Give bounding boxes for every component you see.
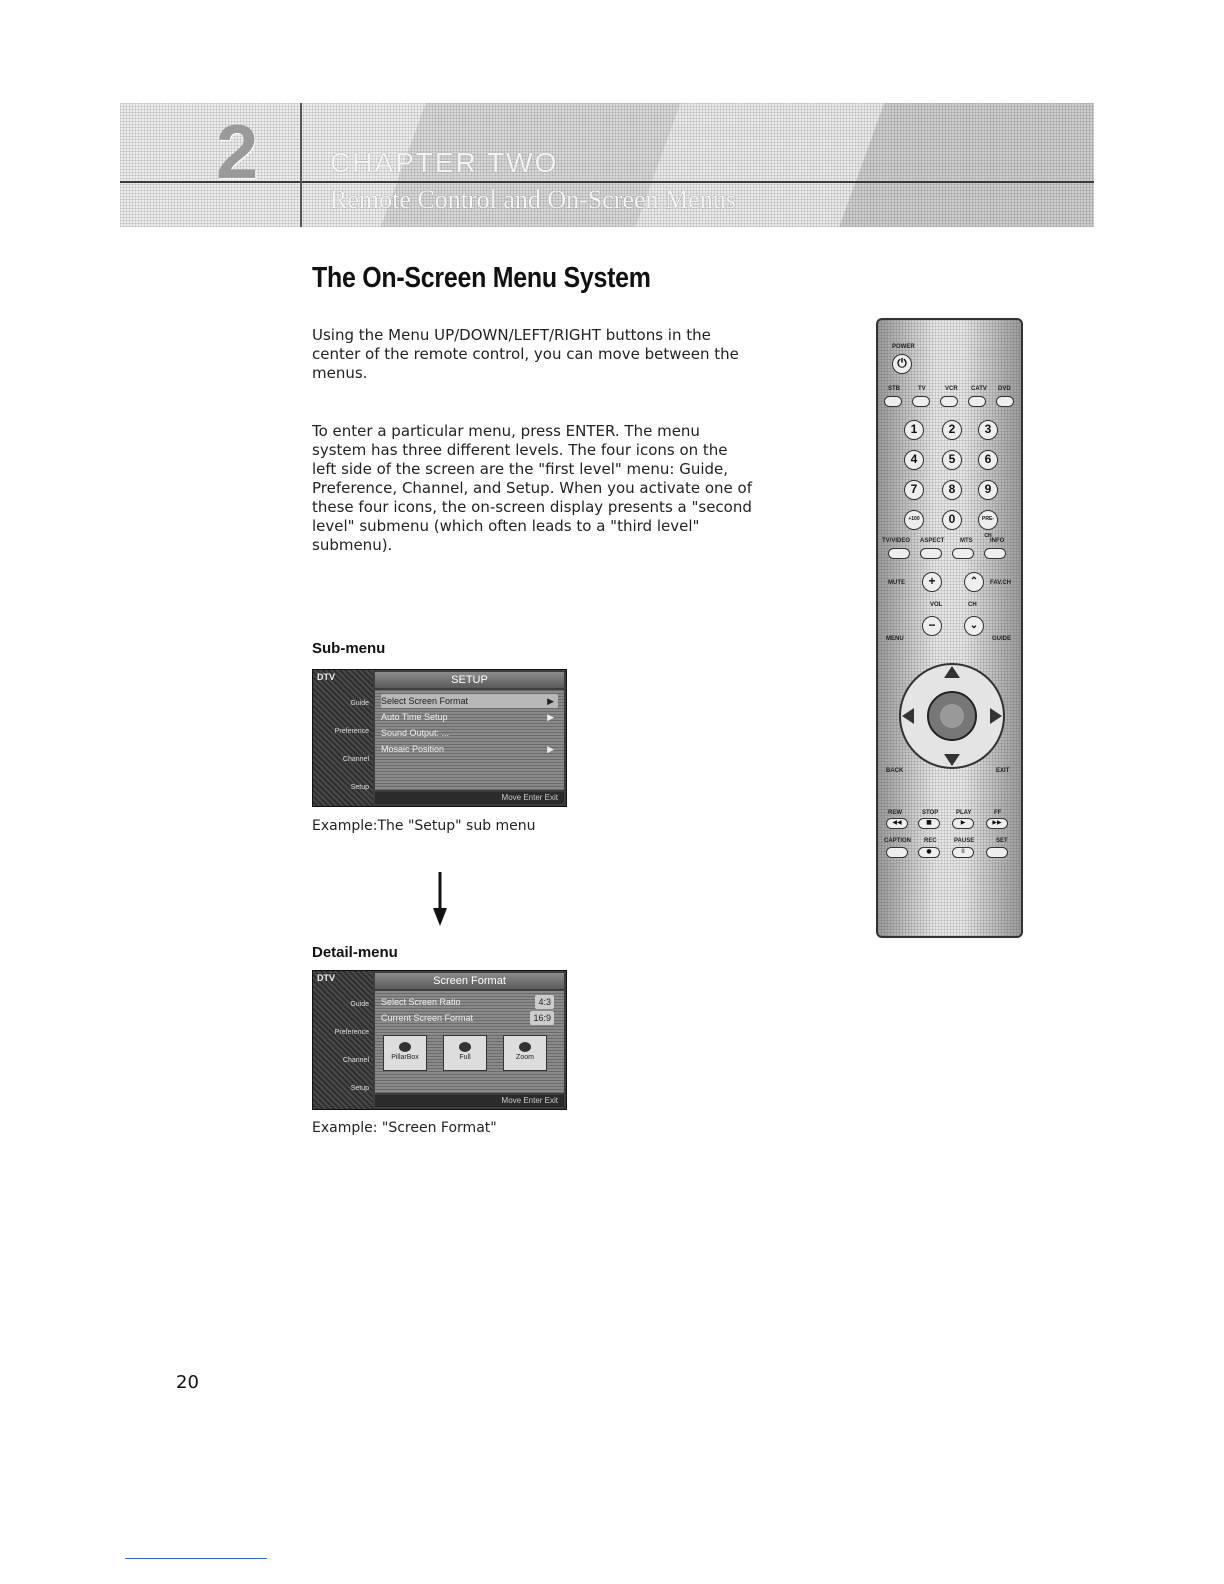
osd-row-label: Auto Time Setup	[381, 712, 448, 722]
osd-side-item: Channel	[342, 756, 369, 763]
digit-button: 0	[942, 510, 962, 530]
osd-title: SETUP	[375, 672, 564, 688]
favch-label: FAV.CH	[990, 580, 1012, 586]
osd-sidebar	[313, 971, 373, 1109]
osd-footer: Move Enter Exit	[375, 792, 564, 804]
osd-row-label: Mosaic Position	[381, 744, 445, 754]
digit-button: 7	[904, 480, 924, 500]
guide-label: GUIDE	[992, 636, 1012, 642]
digit-button: 3	[978, 420, 998, 440]
detailmenu-heading: Detail-menu	[312, 944, 398, 961]
osd-side-item: Preference	[334, 1029, 369, 1036]
transport-label: REW	[888, 810, 902, 816]
ff-button: ▶▶	[986, 818, 1008, 829]
source-label: TV	[918, 386, 926, 392]
back-label: BACK	[886, 768, 904, 774]
format-option-label: PillarBox	[391, 1054, 419, 1061]
osd-side-item: Channel	[342, 1057, 369, 1064]
ratio-value: 4:3	[535, 995, 554, 1009]
arrow-right-icon: ▶	[547, 744, 554, 754]
remote-control	[876, 318, 1023, 938]
prech-button: PRE-CH	[978, 510, 998, 530]
tv-screen-icon	[519, 1042, 531, 1052]
submenu-heading: Sub-menu	[312, 640, 386, 657]
transport-label: FF	[994, 810, 1002, 816]
rec-button: ●	[918, 847, 940, 858]
menu-label: MENU	[886, 636, 904, 642]
footer-rule	[125, 1558, 267, 1559]
aspect-button	[920, 548, 942, 559]
power-button: ⏻	[892, 354, 912, 374]
chapter-title: Remote Control and On-Screen Menus	[330, 185, 736, 214]
osd-body	[375, 690, 564, 790]
osd-body	[375, 991, 564, 1093]
digit-button: 6	[978, 450, 998, 470]
banner-divider	[300, 103, 302, 227]
detailmenu-screenshot	[312, 970, 567, 1110]
bottom-label: CAPTION	[884, 838, 911, 844]
osd-side-item: Guide	[350, 1001, 369, 1008]
vol-up-button: +	[922, 572, 942, 592]
osd-side-item: Setup	[350, 1085, 369, 1092]
osd-row	[381, 1011, 558, 1025]
transport-label: STOP	[922, 810, 939, 816]
osd-tag: DTV	[317, 973, 335, 983]
digit-button: 4	[904, 450, 924, 470]
exit-label: EXIT	[996, 768, 1010, 774]
bottom-label: SET	[996, 838, 1008, 844]
mute-label: MUTE	[888, 580, 905, 586]
arrow-right-icon: ▶	[547, 712, 554, 722]
vol-label: VOL	[930, 602, 943, 608]
osd-sidebar	[313, 670, 373, 806]
info-button	[984, 548, 1006, 559]
levels-paragraph: To enter a particular menu, press ENTER. The menu system has three different levels. The four icons on the left side of the screen are the "first level" menu: Guide, Preference, Channel, and Setup. When you activate one of these four icons, the on-screen display presents a "second level" submenu (which often leads to a "third level" submenu).	[312, 422, 752, 554]
osd-row	[381, 742, 558, 756]
bottom-label: PAUSE	[954, 838, 975, 844]
digit-button: 8	[942, 480, 962, 500]
digit-button: 1	[904, 420, 924, 440]
digit-button: 9	[978, 480, 998, 500]
osd-row-label: Select Screen Format	[381, 696, 469, 706]
tv-screen-icon	[399, 1042, 411, 1052]
chapter-number: 2	[216, 110, 259, 195]
source-button	[884, 396, 902, 407]
transport-label: PLAY	[956, 810, 972, 816]
bottom-label: REC	[924, 838, 937, 844]
source-button	[912, 396, 930, 407]
ch-up-button: ⌃	[964, 572, 984, 592]
down-arrow-icon	[432, 872, 448, 926]
submenu-caption: Example:The "Setup" sub menu	[312, 818, 536, 834]
source-button	[940, 396, 958, 407]
osd-title: Screen Format	[375, 973, 564, 989]
vol-down-button: −	[922, 616, 942, 636]
osd-row	[381, 710, 558, 724]
osd-side-item: Preference	[334, 728, 369, 735]
osd-row-label: Sound Output: ...	[381, 728, 450, 738]
format-option	[503, 1035, 547, 1071]
source-label: STB	[888, 386, 900, 392]
row-label: ASPECT	[920, 538, 945, 544]
osd-row	[381, 995, 558, 1009]
source-label: VCR	[945, 386, 958, 392]
digit-button: 5	[942, 450, 962, 470]
current-value: 16:9	[530, 1011, 554, 1025]
ch-down-button: ⌄	[964, 616, 984, 636]
submenu-screenshot	[312, 669, 567, 807]
osd-side-item: Guide	[350, 700, 369, 707]
banner-rule	[120, 181, 1094, 183]
caption-button	[886, 847, 908, 858]
navigation-pad	[896, 660, 1008, 772]
row-label: TV/VIDEO	[882, 538, 911, 544]
source-button	[996, 396, 1014, 407]
intro-paragraph: Using the Menu UP/DOWN/LEFT/RIGHT buttons in the center of the remote control, you can move between the menus.	[312, 326, 739, 382]
format-option-label: Zoom	[516, 1054, 534, 1061]
plus100-button: +100	[904, 510, 924, 530]
source-label: CATV	[971, 386, 987, 392]
rew-button: ◀◀	[886, 818, 908, 829]
set-button	[986, 847, 1008, 858]
osd-tag: DTV	[317, 672, 335, 682]
power-label: POWER	[892, 344, 915, 350]
chapter-banner	[120, 103, 1094, 227]
format-option-label: Full	[459, 1054, 471, 1061]
tv-screen-icon	[459, 1042, 471, 1052]
osd-row-label: Select Screen Ratio	[381, 997, 461, 1007]
page-title: The On-Screen Menu System	[312, 262, 651, 294]
source-button	[968, 396, 986, 407]
detailmenu-caption: Example: "Screen Format"	[312, 1120, 497, 1136]
row-label: MTS	[960, 538, 973, 544]
source-label: DVD	[998, 386, 1011, 392]
osd-row	[381, 694, 558, 708]
play-button: ▶	[952, 818, 974, 829]
osd-row	[381, 726, 558, 740]
chapter-label: CHAPTER TWO	[330, 147, 559, 178]
ch-label: CH	[968, 602, 977, 608]
digit-button: 2	[942, 420, 962, 440]
page-number: 20	[176, 1372, 199, 1393]
row-label: INFO	[990, 538, 1005, 544]
stop-button: ■	[918, 818, 940, 829]
mts-button	[952, 548, 974, 559]
osd-row-label: Current Screen Format	[381, 1013, 474, 1023]
arrow-right-icon: ▶	[547, 696, 554, 706]
osd-side-item: Setup	[350, 784, 369, 791]
tvvideo-button	[888, 548, 910, 559]
pause-button: II	[952, 847, 974, 858]
format-option	[443, 1035, 487, 1071]
format-option	[383, 1035, 427, 1071]
osd-footer: Move Enter Exit	[375, 1095, 564, 1107]
